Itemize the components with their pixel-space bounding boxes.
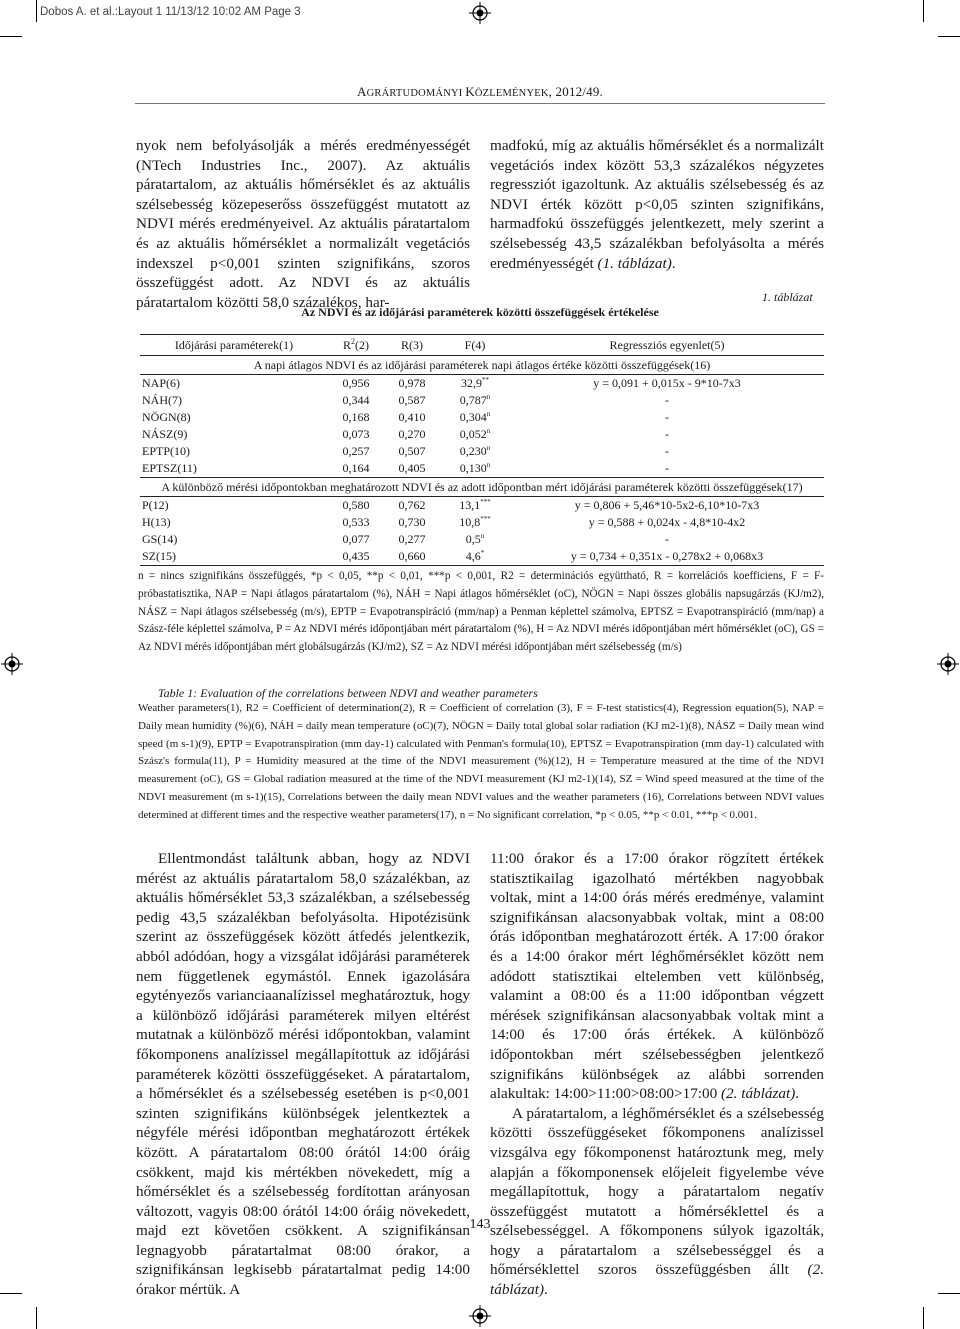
param-cell: GS(14): [142, 532, 178, 546]
f-cell: 32,9**: [461, 376, 489, 390]
english-table-note: Weather parameters(1), R2 = Coefficient of determination(2), R = Coefficient of correlation (3), F = F-test statistics(4), Regression equation(5), NAP = Daily mean humidity (%)(6), NÁH = daily mean temperature (oC)(7), NÖGN = Daily total global solar radiation (KJ m2-1)(8), NÁSZ = Daily mean wind speed (m s-1)(9), EPTP = Evapotranspiration (mm day-1) calculated with Penman's formula(10), EPTSZ = Evapotranspiration (mm day-1) calculated with Szász's formula(11), P = Humidity measured at the time of the NDVI measurement (%)(12), H = Temperature measured at the time of the NDVI measurement (oC), GS = Global radiation measured at the time of the NDVI measurement (KJ m2-1)(14), SZ = Wind speed measured at the time of the NDVI measurement (m s-1)(15), Correlations between the daily mean NDVI values and the weather parameters (16), Correlations between NDVI values determined at different times and the respective weather parameters(17), n = No significant correlation, *p < 0.05, **p < 0.01, ***p < 0.001.: [138, 702, 824, 821]
table-row: [140, 497, 824, 515]
crop-mark: [938, 36, 960, 37]
table-section-daily: [140, 356, 824, 478]
crop-mark: [923, 1307, 924, 1329]
equation-cell: -: [665, 532, 669, 546]
running-head: AGRÁRTUDOMÁNYI KÖZLEMÉNYEK, 2012/49.: [356, 84, 604, 99]
right-column-top: [490, 136, 824, 273]
table-row: [140, 375, 824, 393]
param-cell: P(12): [142, 498, 169, 512]
r2-cell: 0,344: [342, 393, 370, 407]
r2-cell: 0,073: [342, 427, 370, 441]
crop-mark: [0, 1293, 22, 1294]
english-table-title: Table 1: Evaluation of the correlations between NDVI and weather parameters: [158, 686, 538, 700]
equation-cell: -: [665, 410, 669, 424]
param-cell: NÁSZ(9): [142, 427, 188, 441]
r2-cell: 0,580: [342, 498, 370, 512]
page-number: 143: [469, 1217, 491, 1232]
col-header: F(4): [464, 337, 486, 352]
r-cell: 0,410: [398, 410, 426, 424]
section-caption: A különböző mérési időpontokban meghatározott NDVI és az adott időpontban mért időjárási paraméterek közötti összefüggések(17): [140, 478, 824, 497]
r2-cell: 0,164: [328, 460, 384, 478]
table-row: [140, 443, 824, 460]
paragraph: 11:00 órakor és a 17:00 órakor rögzített értékek statisztikailag igazolható mértékben nagyobbak voltak, mint a 14:00 órás mérés eredménye, valamint szignifikánsan alacsonyabbak voltak, mint a 08:00 órás időpontban meghatározott érték. A 17:00 órakor és a 14:00 órakor mért léghőmérséklet között nem adódott statisztikai eltelemben vett különbség, valamint a 08:00 és a 11:00 időpontban végzett mérések szignifikánsan alacsonyabbak voltak mint a 14:00 és 17:00 órás értékek. A különböző időpontokban mért szélsebességben jelentkező szignifikáns különbségek az alábbi sorrenden alakultak: 14:00>11:00>08:00>17:00 (2. táblázat).: [490, 850, 824, 1103]
col-header: $R^2(2)$: [342, 337, 369, 352]
registration-mark-icon: [937, 653, 959, 675]
paragraph: A páratartalom, a léghőmérséklet és a szélsebesség közötti összefüggéseket főkomponens analízissel vizsgálva egy főkomponenst határoztunk meg, mely alapján a főkomponensek előjeleit figyelembe véve megállapítottuk, hogy a páratartalom negatív összefüggést mutatott a hőmérséklettel és a szélsebességgel. A főkomponens súlyok igazolták, hogy a páratartalom a szélsebességgel és a hőmérséklettel szoros összefüggésben állt (2. táblázat).: [490, 1104, 824, 1299]
param-cell: EPTP(10): [142, 444, 190, 458]
param-cell: SZ(15): [140, 548, 328, 566]
r-cell: 0,507: [398, 444, 426, 458]
table-row: [140, 531, 824, 548]
r2-cell: 0,956: [342, 376, 370, 390]
r-cell: 0,978: [398, 376, 426, 390]
r2-cell: 0,257: [342, 444, 370, 458]
param-cell: NAP(6): [142, 376, 180, 390]
section-caption: A napi átlagos NDVI és az időjárási paraméterek napi átlagos értéke közötti összefüggések(16): [140, 356, 824, 375]
f-cell: 4,6*: [440, 548, 510, 566]
results-table: [140, 334, 824, 566]
f-cell: 0,230$^n$: [459, 444, 491, 458]
f-cell: 0,5$^n$: [465, 532, 485, 546]
table-note: n = nincs szignifikáns összefüggés, *p < 0,05, **p < 0,01, ***p < 0,001, R2 = determinációs együttható, R = korrelációs koefficiens, F = F-próbastatisztika, NAP = Napi átlagos páratartalom (%), NÁH = Napi átlagos hőmérséklet (oC), NÖGN = Napi összes globális napsugárzás (KJ/m2), NÁSZ = Napi átlagos szélsebesség (m/s), EPTP = Evapotranspiráció (mm/nap) a Penman képlettel számolva, EPTSZ = Evapotranspiráció (mm/nap) a Szász-féle képlettel számolva, P = Az NDVI mérés időpontjában mért páratartalom (%), H = Az NDVI mérés időpontjában mért hőmérséklet (oC), GS = Az NDVI mérés időpontjában mért globálsugárzás (KJ/m2), SZ = Az NDVI mérési időpontjában mért szélsebesség (m/s): [138, 570, 824, 654]
paragraph: madfokú, míg az aktuális hőmérséklet és a normalizált vegetációs index között 53,3 százalékos négyzetes regressziót igazoltunk. Az aktuális szélsebesség és az NDVI érték között p<0,05 szinten szignifikáns, harmadfokú összefüggés jelentkezett, mely szerint a szélsebesség 43,5 százalékban befolyásolta a mérés eredményességét (1. táblázat).: [490, 137, 824, 272]
f-cell: 0,304$^n$: [459, 410, 491, 424]
r2-cell: 0,168: [342, 410, 370, 424]
table-title: Az NDVI és az időjárási paraméterek közötti összefüggések értékelése: [301, 305, 659, 319]
param-cell: NÖGN(8): [142, 410, 191, 424]
table-row: [140, 392, 824, 409]
f-cell: 13,1***: [459, 498, 491, 512]
r-cell: 0,587: [398, 393, 426, 407]
crop-mark: [36, 1307, 37, 1329]
f-cell: 0,130$^n$: [440, 460, 510, 478]
table-row: [140, 409, 824, 426]
r-cell: 0,660: [384, 548, 440, 566]
equation-cell: y = 0,091 + 0,015x - 9*10-7x3: [593, 376, 741, 390]
registration-mark-icon: [469, 2, 491, 24]
registration-mark-icon: [1, 653, 23, 675]
paragraph: Ellentmondást találtunk abban, hogy az NDVI mérést az aktuális páratartalom 58,0 százalékban, az aktuális hőmérséklet 53,3 százalékban, a szélsebesség pedig 43,5 százalékban befolyásolta. Hipotézisünk szerint az összefüggések között átfedés jelentkezik, abból adódóan, hogy a vizsgálat időjárási paraméterek nem függetlenek egymástól. Ennek igazolására egytényezős varianciaanalízissel meghatároztuk, hogy a különböző időjárási paraméterek milyen eltérést mutatnak a különböző mérési időpontokban, valamint főkomponens analízissel megállapítottuk az időjárási paraméterek közötti összefüggéseket. A páratartalom, a hőmérséklet és a szélsebesség esetében is p<0,001 szinten szignifikáns különbségek jelentkeztek a négyféle mérési időpontban meghatározott értékek között. A páratartalom 08:00 órától 14:00 óráig csökkent, majd kis mértékben növekedett, míg a hőmérséklet és a szélsebesség fordítottan arányosan változott, vagyis 08:00 órától 14:00 óráig növekedett, majd ezt követően csökkent. A szignifikánsan legnagyobb páratartalmat 08:00 órakor, a szignifikánsan legkisebb páratartalmat pedig 14:00 órakor mértük. A: [136, 850, 470, 1299]
r2-cell: 0,533: [342, 515, 370, 529]
equation-cell: y = 0,734 + 0,351x - 0,278x2 + 0,068x3: [510, 548, 824, 566]
equation-cell: y = 0,588 + 0,024x - 4,8*10-4x2: [588, 515, 746, 529]
param-cell: H(13): [142, 515, 171, 529]
r-cell: 0,730: [398, 515, 426, 529]
paragraph: nyok nem befolyásolják a mérés eredményességét (NTech Industries Inc., 2007). Az aktuális páratartalom, az aktuális hőmérséklet és az aktuális szélsebesség közepeserőss összefüggést mutatott az NDVI mérés eredményeivel. Az aktuális páratartalom és az aktuális hőmérséklet a normalizált vegetációs indexszel p<0,001 szinten szignifikáns, szoros összefüggést adott. Az NDVI és az aktuális páratartalom közötti 58,0 százalékos, har-: [136, 137, 470, 311]
table-row: [140, 426, 824, 443]
table-row: [140, 548, 824, 566]
col-header: R(3): [401, 337, 423, 352]
table-header-row: [140, 335, 824, 356]
crop-mark: [36, 0, 37, 22]
param-cell: EPTSZ(11): [140, 460, 328, 478]
param-cell: NÁH(7): [142, 393, 182, 407]
equation-cell: -: [665, 427, 669, 441]
r-cell: 0,762: [398, 498, 426, 512]
header-rule: [135, 103, 825, 104]
col-header: Regressziós egyenlet(5): [609, 337, 725, 352]
print-slug: Dobos A. et al.:Layout 1 11/13/12 10:02 AM Page 3: [40, 6, 301, 18]
r-cell: 0,277: [398, 532, 426, 546]
equation-cell: -: [665, 393, 669, 407]
table-row: [140, 514, 824, 531]
r2-cell: 0,435: [328, 548, 384, 566]
f-cell: 0,052$^n$: [459, 427, 491, 441]
table-number: 1. táblázat: [762, 290, 813, 304]
registration-mark-icon: [469, 1305, 491, 1327]
equation-cell: y = 0,806 + 5,46*10-5x2-6,10*10-7x3: [574, 498, 760, 512]
crop-mark: [938, 1293, 960, 1294]
table-section-times: [140, 478, 824, 566]
r2-cell: 0,077: [342, 532, 370, 546]
left-column-top: [136, 136, 470, 312]
f-cell: 0,787$^n$: [459, 393, 491, 407]
crop-mark: [923, 0, 924, 22]
f-cell: 10,8***: [459, 515, 491, 529]
equation-cell: -: [665, 444, 669, 458]
table-row: [140, 460, 824, 478]
equation-cell: -: [510, 460, 824, 478]
col-header: Időjárási paraméterek(1): [174, 337, 294, 352]
r-cell: 0,405: [384, 460, 440, 478]
crop-mark: [0, 36, 22, 37]
r-cell: 0,270: [398, 427, 426, 441]
